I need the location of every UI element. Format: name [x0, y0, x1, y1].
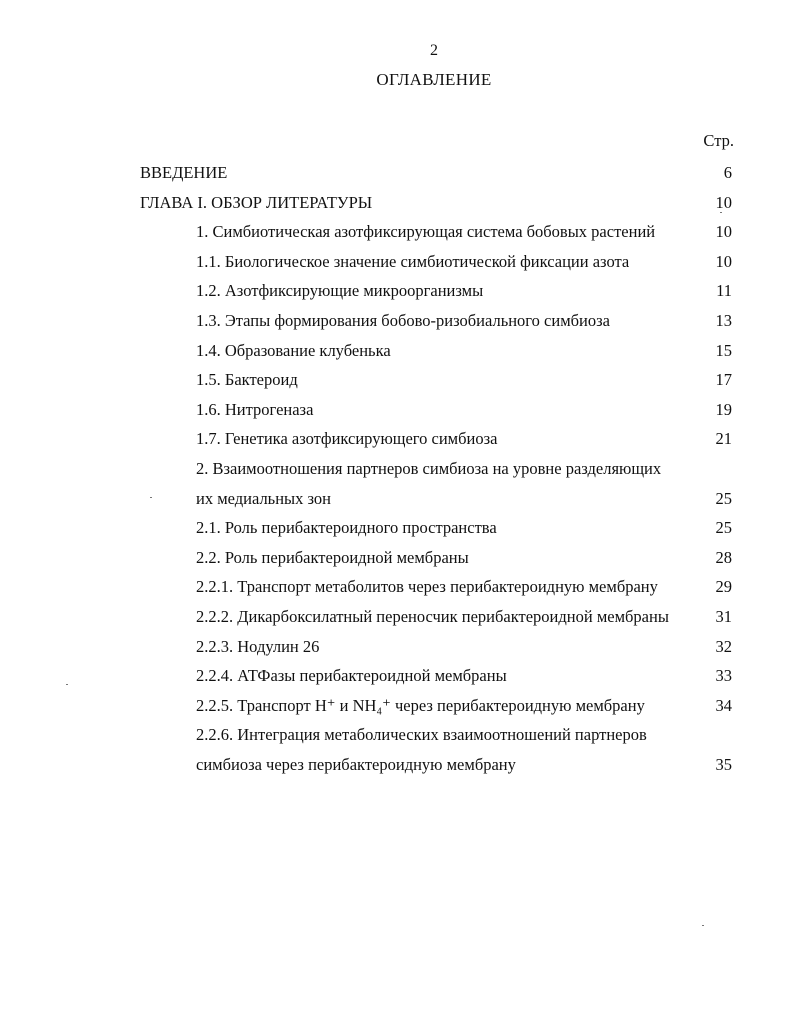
- toc-entry-page: 10: [715, 192, 732, 212]
- page-title: ОГЛАВЛЕНИЕ: [376, 70, 492, 89]
- toc-entry-page: 19: [715, 399, 732, 419]
- toc-entry: [0, 424, 792, 454]
- toc-entry-title: 2.2.3. Нодулин 26: [196, 636, 320, 656]
- toc-entry-title: 2.2.2. Дикарбоксилатный переносчик перибактероидной мембраны: [196, 606, 669, 626]
- toc-entry-title: 1.3. Этапы формирования бобово-ризобиального симбиоза: [196, 310, 610, 330]
- toc-entry: [0, 365, 792, 395]
- toc-entry: [0, 720, 792, 750]
- toc-entry-page: 10: [715, 222, 732, 242]
- page-column-label: Стр.: [703, 131, 734, 150]
- toc-entry-page: 34: [715, 695, 732, 715]
- toc-entry-page: 25: [715, 518, 732, 538]
- toc-entry: [0, 158, 792, 188]
- scan-speck: [702, 925, 704, 926]
- toc-entry: [0, 484, 792, 514]
- toc-entry-title: 2.2.1. Транспорт метаболитов через перибактероидную мембрану: [196, 577, 658, 597]
- table-of-contents: [0, 158, 792, 779]
- toc-entry-page: 31: [715, 606, 732, 626]
- toc-entry-title: 1.6. Нитрогеназа: [196, 399, 314, 419]
- toc-entry-page: 6: [723, 163, 732, 182]
- toc-entry-title: 1.7. Генетика азотфиксирующего симбиоза: [196, 429, 498, 449]
- toc-entry: [0, 632, 792, 662]
- toc-entry: [0, 572, 792, 602]
- toc-entry-title: ВВЕДЕНИЕ: [140, 163, 228, 182]
- toc-entry-title: симбиоза через перибактероидную мембрану: [196, 754, 516, 774]
- toc-entry-title: 1.2. Азотфиксирующие микроорганизмы: [196, 281, 484, 301]
- toc-entry-title: 2.1. Роль перибактероидного пространства: [196, 518, 497, 538]
- toc-entry-page: 13: [715, 310, 732, 330]
- toc-entry: [0, 543, 792, 573]
- toc-entry-page: 35: [715, 754, 732, 774]
- toc-entry-page: 21: [715, 429, 732, 449]
- toc-entry: [0, 513, 792, 543]
- toc-entry: [0, 188, 792, 218]
- toc-entry-title: 2.2.4. АТФазы перибактероидной мембраны: [196, 666, 507, 686]
- toc-entry-title: 2.2.6. Интеграция метаболических взаимоотношений партнеров: [196, 725, 647, 745]
- toc-entry: [0, 661, 792, 691]
- toc-entry: [0, 454, 792, 484]
- toc-entry-page: 11: [716, 281, 732, 301]
- toc-entry: [0, 306, 792, 336]
- page-number: 2: [430, 42, 438, 59]
- toc-entry: [0, 276, 792, 306]
- toc-entry-page: 28: [715, 547, 732, 567]
- toc-entry-title: 1.4. Образование клубенька: [196, 340, 391, 360]
- toc-entry-title: 2. Взаимоотношения партнеров симбиоза на уровне разделяющих: [196, 458, 662, 478]
- toc-entry-title: 2.2.5. Транспорт H⁺ и NH₄⁺ через перибактероидную мембрану: [196, 695, 645, 715]
- toc-entry-page: 15: [715, 340, 732, 360]
- toc-entry-title: их медиальных зон: [196, 488, 331, 508]
- toc-entry-page: 32: [715, 636, 732, 656]
- toc-entry-title: 1.1. Биологическое значение симбиотической фиксации азота: [196, 251, 630, 271]
- toc-entry: [0, 395, 792, 425]
- toc-entry: [0, 217, 792, 247]
- scan-speck: [150, 497, 152, 498]
- toc-entry-title: 1. Симбиотическая азотфиксирующая система бобовых растений: [196, 222, 656, 242]
- toc-entry-page: 10: [715, 251, 732, 271]
- scan-speck: [66, 684, 68, 685]
- toc-entry-page: 17: [715, 370, 732, 390]
- toc-entry: [0, 602, 792, 632]
- toc-entry-page: 33: [715, 666, 732, 686]
- toc-entry-page: 25: [715, 488, 732, 508]
- scan-speck: [720, 212, 722, 213]
- toc-entry-page: 29: [715, 577, 732, 597]
- toc-entry: [0, 247, 792, 277]
- toc-entry-title: 2.2. Роль перибактероидной мембраны: [196, 547, 469, 567]
- toc-entry: [0, 691, 792, 721]
- toc-entry-title: 1.5. Бактероид: [196, 370, 298, 390]
- toc-entry: [0, 750, 792, 780]
- toc-entry-title: ГЛАВА I. ОБЗОР ЛИТЕРАТУРЫ: [140, 192, 373, 212]
- toc-entry: [0, 336, 792, 366]
